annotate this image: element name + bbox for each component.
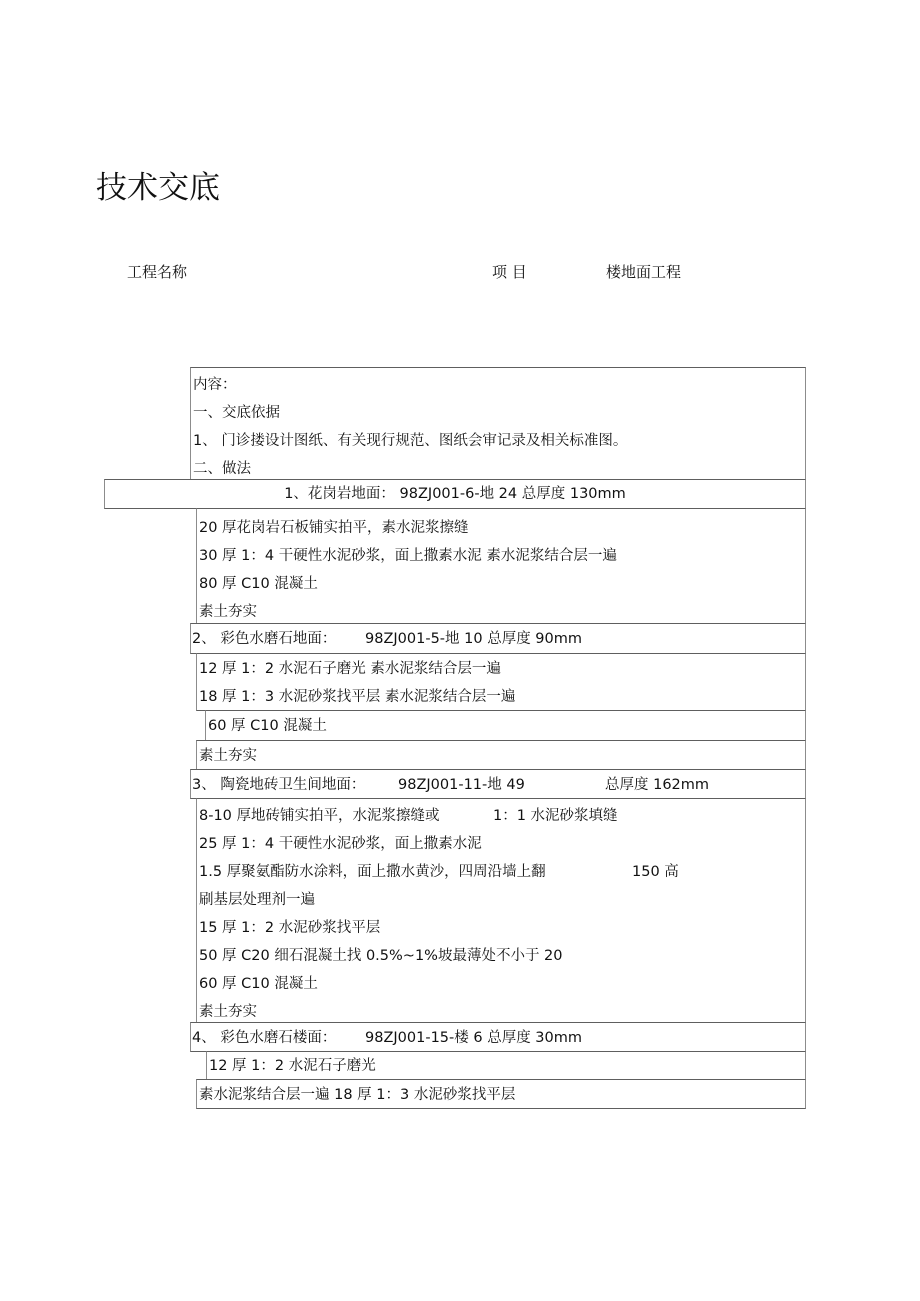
- item-1-header: [104, 479, 806, 509]
- item-4-header-text: [191, 1024, 805, 1052]
- item-3-header: [190, 769, 806, 799]
- layer-line: [197, 802, 805, 830]
- layer-line: 18 厚 1：3 水泥砂浆找平层 素水泥浆结合层一遍: [199, 689, 516, 705]
- intro-line: 1、 门诊搂设计图纸、有关现行规范、图纸会审记录及相关标准图。: [193, 433, 628, 449]
- layer-line: [197, 970, 805, 998]
- item-3-name: 3、 陶瓷地砖卫生间地面：: [192, 777, 366, 793]
- item-4-name: 4、 彩色水磨石楼面：: [192, 1030, 337, 1046]
- intro-line: 内容：: [193, 377, 237, 393]
- item-3-body: [196, 798, 806, 1023]
- layer-line: [197, 942, 805, 970]
- layer-text: 15 厚 1：2 水泥砂浆找平层: [199, 920, 381, 936]
- layer-text: 刷基层处理剂一遍: [199, 892, 315, 908]
- item-1-header-text: 1、花岗岩地面： 98ZJ001-6-地 24 总厚度 130mm: [284, 486, 626, 502]
- layer-line: 素土夯实: [199, 748, 257, 764]
- item-4-code: 98ZJ001-15-楼 6 总厚度 30mm: [365, 1030, 583, 1046]
- item-3-header-text: [191, 771, 805, 799]
- item-3-code: 98ZJ001-11-地 49: [398, 777, 525, 793]
- layer-line: 60 厚 C10 混凝土: [208, 718, 327, 734]
- layer-text: 素土夯实: [199, 1004, 257, 1020]
- intro-section: [190, 367, 806, 480]
- layer-line: 素土夯实: [199, 604, 257, 620]
- layer-line: [197, 886, 805, 914]
- layer-text: 25 厚 1：4 干硬性水泥砂浆，面上撒素水泥: [199, 836, 482, 852]
- layer-text: 8-10 厚地砖铺实拍平，水泥浆擦缝或: [199, 808, 440, 824]
- item-2-body-c: [196, 740, 806, 770]
- item-1-body: [196, 508, 806, 624]
- item-2-name: 2、 彩色水磨石地面：: [192, 631, 337, 647]
- layer-line: 80 厚 C10 混凝土: [199, 576, 318, 592]
- layer-line: [197, 858, 805, 886]
- layer-line: 12 厚 1：2 水泥石子磨光 素水泥浆结合层一遍: [199, 661, 501, 677]
- item-4-header: [190, 1022, 806, 1052]
- layer-line: [197, 830, 805, 858]
- item-4-body-a: [206, 1051, 806, 1080]
- layer-line: [197, 914, 805, 942]
- item-3-total: 总厚度 162mm: [605, 777, 710, 793]
- layer-text: 60 厚 C10 混凝土: [199, 976, 318, 992]
- item-2-header-text: [191, 625, 805, 653]
- document-title: 技术交底: [96, 170, 220, 206]
- layer-text-extra: 150 高: [632, 864, 679, 880]
- item-value: 楼地面工程: [606, 263, 682, 281]
- layer-line: 素水泥浆结合层一遍 18 厚 1：3 水泥砂浆找平层: [199, 1087, 516, 1103]
- layer-text: 1.5 厚聚氨酯防水涂料，面上撒水黄沙，四周沿墙上翻: [199, 864, 546, 880]
- item-4-body-b: [196, 1079, 806, 1109]
- intro-line: 二、做法: [193, 461, 251, 477]
- project-name-label: 工程名称: [127, 263, 188, 281]
- layer-line: 12 厚 1：2 水泥石子磨光: [209, 1058, 376, 1074]
- layer-line: 30 厚 1：4 干硬性水泥砂浆，面上撒素水泥 素水泥浆结合层一遍: [199, 548, 617, 564]
- item-2-body-b: [205, 710, 806, 741]
- item-label: 项 目: [492, 263, 527, 281]
- intro-line: 一、交底依据: [193, 405, 280, 421]
- item-2-header: [190, 623, 806, 654]
- layer-text: 50 厚 C20 细石混凝土找 0.5%~1%坡最薄处不小于 20: [199, 948, 563, 964]
- item-2-code: 98ZJ001-5-地 10 总厚度 90mm: [365, 631, 583, 647]
- layer-line: 20 厚花岗岩石板铺实拍平，素水泥浆擦缝: [199, 520, 469, 536]
- layer-text-extra: 1：1 水泥砂浆填缝: [493, 808, 618, 824]
- item-2-body-a: [196, 653, 806, 711]
